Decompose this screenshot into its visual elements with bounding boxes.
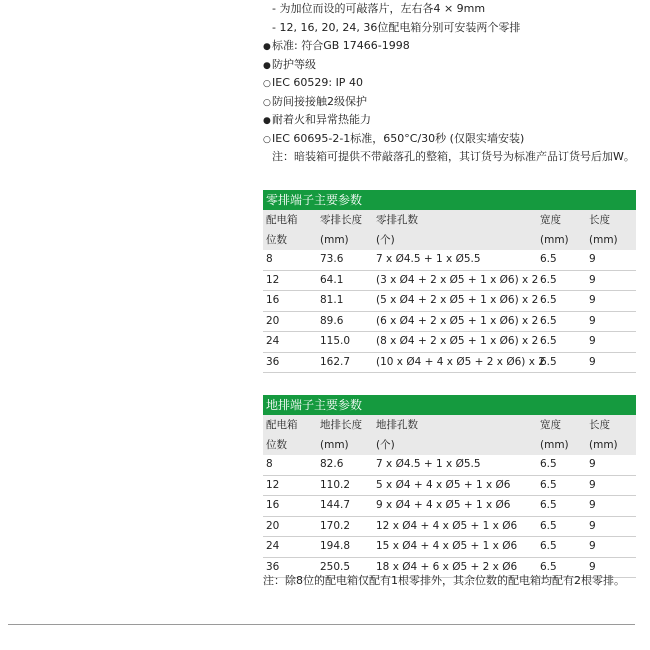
header-cell: 位数 (266, 234, 287, 246)
filled-bullet-icon: ● (263, 60, 271, 71)
spec-line: ●耐着火和异常热能力 (263, 111, 643, 130)
table-row: 24 194.8 15 x Ø4 + 4 x Ø5 + 1 x Ø6 6.5 9 (263, 537, 636, 558)
table-title: 零排端子主要参数 (263, 190, 636, 210)
header-cell: 位数 (266, 439, 287, 451)
header-cell: (mm) (320, 234, 349, 246)
table-row: 12 64.1 (3 x Ø4 + 2 x Ø5 + 1 x Ø6) x 2 6.5 9 (263, 271, 636, 292)
table-row: 24 115.0 (8 x Ø4 + 2 x Ø5 + 1 x Ø6) x 2 6.5 9 (263, 332, 636, 353)
header-cell: 宽度 (540, 419, 561, 431)
table-row: 16 81.1 (5 x Ø4 + 2 x Ø5 + 1 x Ø6) x 2 6.5 9 (263, 291, 636, 312)
ground-bar-table (263, 395, 636, 578)
spec-line: - 12, 16, 20, 24, 36位配电箱分别可安装两个零排 (272, 20, 521, 34)
filled-bullet-icon: ● (263, 116, 271, 126)
spec-line: ●标准: 符合GB 17466-1998 (263, 37, 643, 56)
hollow-bullet-icon: ○ (263, 97, 271, 108)
divider (8, 624, 635, 625)
header-cell: 地排长度 (320, 419, 362, 431)
table-row: 16 144.7 9 x Ø4 + 4 x Ø5 + 1 x Ø6 6.5 9 (263, 496, 636, 517)
spec-list (263, 0, 643, 167)
hollow-bullet-icon: ○ (263, 134, 271, 145)
header-cell: 地排孔数 (376, 419, 418, 431)
header-cell: 配电箱 (266, 419, 298, 431)
filled-bullet-icon: ● (263, 42, 271, 52)
spec-line: ○防间接接触2级保护 (263, 93, 643, 112)
table-header (263, 210, 636, 250)
header-cell: (个) (376, 439, 395, 451)
header-cell: (mm) (589, 439, 618, 451)
spec-line: - 为加位而设的可敲落片，左右各4 × 9mm (272, 2, 486, 15)
table-row: 8 82.6 7 x Ø4.5 + 1 x Ø5.5 6.5 9 (263, 455, 636, 476)
header-cell: 配电箱 (266, 214, 298, 226)
header-cell: (mm) (540, 234, 569, 246)
table-row: 8 73.6 7 x Ø4.5 + 1 x Ø5.5 6.5 9 (263, 250, 636, 271)
table-title: 地排端子主要参数 (263, 395, 636, 415)
table-row: 20 89.6 (6 x Ø4 + 2 x Ø5 + 1 x Ø6) x 2 6.5 9 (263, 312, 636, 333)
table-row: 20 170.2 12 x Ø4 + 4 x Ø5 + 1 x Ø6 6.5 9 (263, 517, 636, 538)
table-row: 36 162.7 (10 x Ø4 + 4 x Ø5 + 2 x Ø6) x 2 6.5 9 (263, 353, 636, 374)
table-row: 12 110.2 5 x Ø4 + 4 x Ø5 + 1 x Ø6 6.5 9 (263, 476, 636, 497)
neutral-bar-table (263, 190, 636, 373)
spec-line: ●防护等级 (263, 56, 643, 75)
table-row: 36 250.5 18 x Ø4 + 6 x Ø5 + 2 x Ø6 6.5 9 (263, 558, 636, 579)
header-cell: 零排孔数 (376, 214, 418, 226)
header-cell: (mm) (320, 439, 349, 451)
header-cell: (mm) (589, 234, 618, 246)
header-cell: 零排长度 (320, 214, 362, 226)
header-cell: (mm) (540, 439, 569, 451)
header-cell: (个) (376, 234, 395, 246)
spec-line: ○IEC 60695-2-1标准，650°C/30秒 (仅限实墙安装) (263, 130, 643, 149)
table-footnote: 注：除8位的配电箱仅配有1根零排外，其余位数的配电箱均配有2根零排。 (263, 574, 625, 587)
header-cell: 长度 (589, 419, 610, 431)
header-cell: 宽度 (540, 214, 561, 226)
table-header (263, 415, 636, 455)
spec-note: 注：暗装箱可提供不带敲落孔的整箱，其订货号为标准产品订货号后加W。 (272, 150, 635, 163)
header-cell: 长度 (589, 214, 610, 226)
spec-line: ○IEC 60529: IP 40 (263, 74, 643, 93)
hollow-bullet-icon: ○ (263, 79, 271, 89)
